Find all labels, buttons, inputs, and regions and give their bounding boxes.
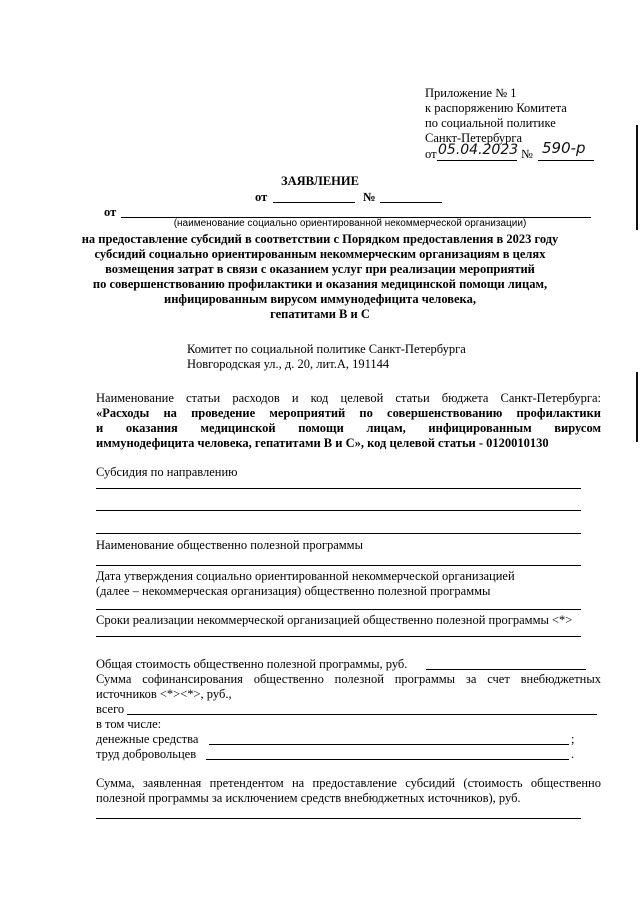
purpose-line-3: возмещения затрат в связи с оказанием услуг при реализации мероприятий — [105, 262, 535, 276]
volunteer-label: труд добровольцев — [96, 747, 197, 761]
money-line[interactable] — [209, 744, 569, 745]
appendix-line-2: к распоряжению Комитета — [425, 101, 567, 115]
appendix-number-handwritten: 590-р — [542, 139, 586, 157]
appendix-number-sign: № — [521, 147, 533, 161]
appendix-line-4: Санкт-Петербурга — [425, 131, 523, 145]
total-cost-label: Общая стоимость общественно полезной программы, руб. — [96, 657, 408, 671]
approval-date-field-line[interactable] — [96, 609, 581, 610]
cofinancing-total-label: всего — [96, 702, 125, 716]
volunteer-end: . — [571, 747, 575, 761]
org-from-label: от — [104, 205, 117, 219]
approval-date-line-2: (далее – некоммерческая организация) общественно полезной программы — [96, 584, 491, 598]
claimed-amount-line[interactable] — [96, 818, 581, 819]
purpose-line-1: на предоставление субсидий в соответствии с Порядком предоставления в 2023 году — [81, 232, 559, 246]
title-number-line — [380, 202, 442, 203]
appendix-line-1: Приложение № 1 — [425, 86, 517, 100]
subsidy-direction-label: Субсидия по направлению — [96, 465, 238, 479]
addressee-line-1: Комитет по социальной политике Санкт-Петербурга — [187, 342, 466, 356]
appendix-number-line — [538, 160, 594, 161]
money-label: денежные средства — [96, 732, 199, 746]
scan-edge-mark-2 — [636, 372, 638, 442]
volunteer-line[interactable] — [206, 759, 569, 760]
program-name-label: Наименование общественно полезной программы — [96, 538, 363, 552]
purpose-line-2: субсидий социально ориентированным некоммерческим организациям в целях — [94, 247, 546, 261]
money-end: ; — [571, 732, 575, 746]
program-name-line[interactable] — [96, 565, 581, 566]
purpose-line-5: инфицированным вирусом иммунодефицита человека, — [164, 292, 476, 306]
cofinancing-line-1: Сумма софинансирования общественно полезной программы за счет внебюджетных — [96, 672, 601, 686]
claimed-line-2: полезной программы за исключением средств внебюджетных источников), руб. — [96, 791, 521, 805]
purpose-line-6: гепатитами В и С — [270, 307, 370, 321]
appendix-date-handwritten: 05.04.2023 — [438, 142, 519, 158]
budget-line-2: «Расходы на проведение мероприятий по совершенствованию профилактики — [96, 406, 601, 420]
appendix-ot: от — [425, 147, 437, 161]
cofinancing-total-line[interactable] — [127, 714, 597, 715]
appendix-line-3: по социальной политике — [425, 116, 556, 130]
claimed-line-1: Сумма, заявленная претендентом на предоставление субсидий (стоимость общественно — [96, 776, 601, 790]
addressee-line-2: Новгородская ул., д. 20, лит.А, 191144 — [187, 357, 390, 371]
subsidy-direction-line-1[interactable] — [96, 488, 581, 489]
purpose-line-4: по совершенствованию профилактики и оказания медицинской помощи лицам, — [92, 277, 548, 291]
terms-field-line[interactable] — [96, 636, 581, 637]
budget-line-4: иммунодефицита человека, гепатитами В и С», код целевой статьи - 0120010130 — [96, 436, 549, 450]
title-date-line — [273, 202, 355, 203]
including-label: в том числе: — [96, 717, 162, 731]
total-cost-line[interactable] — [426, 669, 586, 670]
terms-label: Сроки реализации некоммерческой организацией общественно полезной программы <*> — [96, 613, 573, 627]
title-ot-label: от — [255, 190, 268, 204]
subsidy-direction-line-3[interactable] — [96, 533, 581, 534]
document-title: ЗАЯВЛЕНИЕ — [281, 174, 359, 188]
appendix-date-line — [437, 160, 517, 161]
org-caption: (наименование социально ориентированной некоммерческой организации) — [173, 218, 527, 229]
budget-line-3: и оказания медицинской помощи лицам, инфицированным вирусом — [96, 421, 601, 435]
approval-date-line-1: Дата утверждения социально ориентированной некоммерческой организацией — [96, 569, 515, 583]
subsidy-direction-line-2[interactable] — [96, 510, 581, 511]
cofinancing-line-2: источников <*><*>, руб., — [96, 687, 232, 701]
title-no-label: № — [363, 190, 376, 204]
budget-line-1: Наименование статьи расходов и код целевой статьи бюджета Санкт-Петербурга: — [96, 391, 601, 405]
